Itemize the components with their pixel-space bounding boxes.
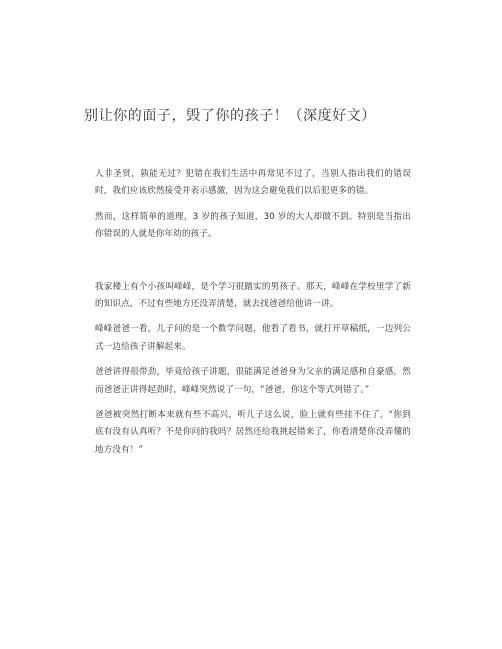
paragraph-3: 我家楼上有个小孩叫峰峰，是个学习很踏实的男孩子。那天，峰峰在学校里学了新的知识点，不过有些地方还没弄清楚，就去找爸爸给他讲一讲。 <box>95 281 411 310</box>
paragraph-5: 爸爸讲得很带劲，毕竟给孩子讲题，很能满足爸爸身为父亲的满足感和自豪感，然而爸爸正讲得起劲时，峰峰突然说了一句，“爸爸，你这个等式列错了。” <box>95 367 411 395</box>
article-body <box>95 166 411 459</box>
paragraph-2: 然而，这样简单的道理，3 岁的孩子知道，30 岁的大人却做不到。特别是当指出你错误的人就是你年幼的孩子。 <box>95 211 411 240</box>
document-title: 别让你的面子，毁了你的孩子！（深度好文） <box>84 108 376 124</box>
paragraph-1: 人非圣贤，孰能无过？犯错在我们生活中再常见不过了，当别人指出我们的错误时，我们应该欣然接受并表示感激，因为这会避免我们以后犯更多的错。 <box>95 169 411 197</box>
paragraph-4: 峰峰爸爸一看，儿子问的是一个数学问题，他看了看书，就打开草稿纸，一边列公式一边给孩子讲解起来。 <box>95 324 411 352</box>
paragraph-6: 爸爸被突然打断本来就有些不高兴，听儿子这么说，脸上就有些挂不住了，“你到底有没有认真听？不是你问的我吗？居然还给我挑起错来了，你看清楚你没弄懂的地方没有！” <box>95 410 411 455</box>
